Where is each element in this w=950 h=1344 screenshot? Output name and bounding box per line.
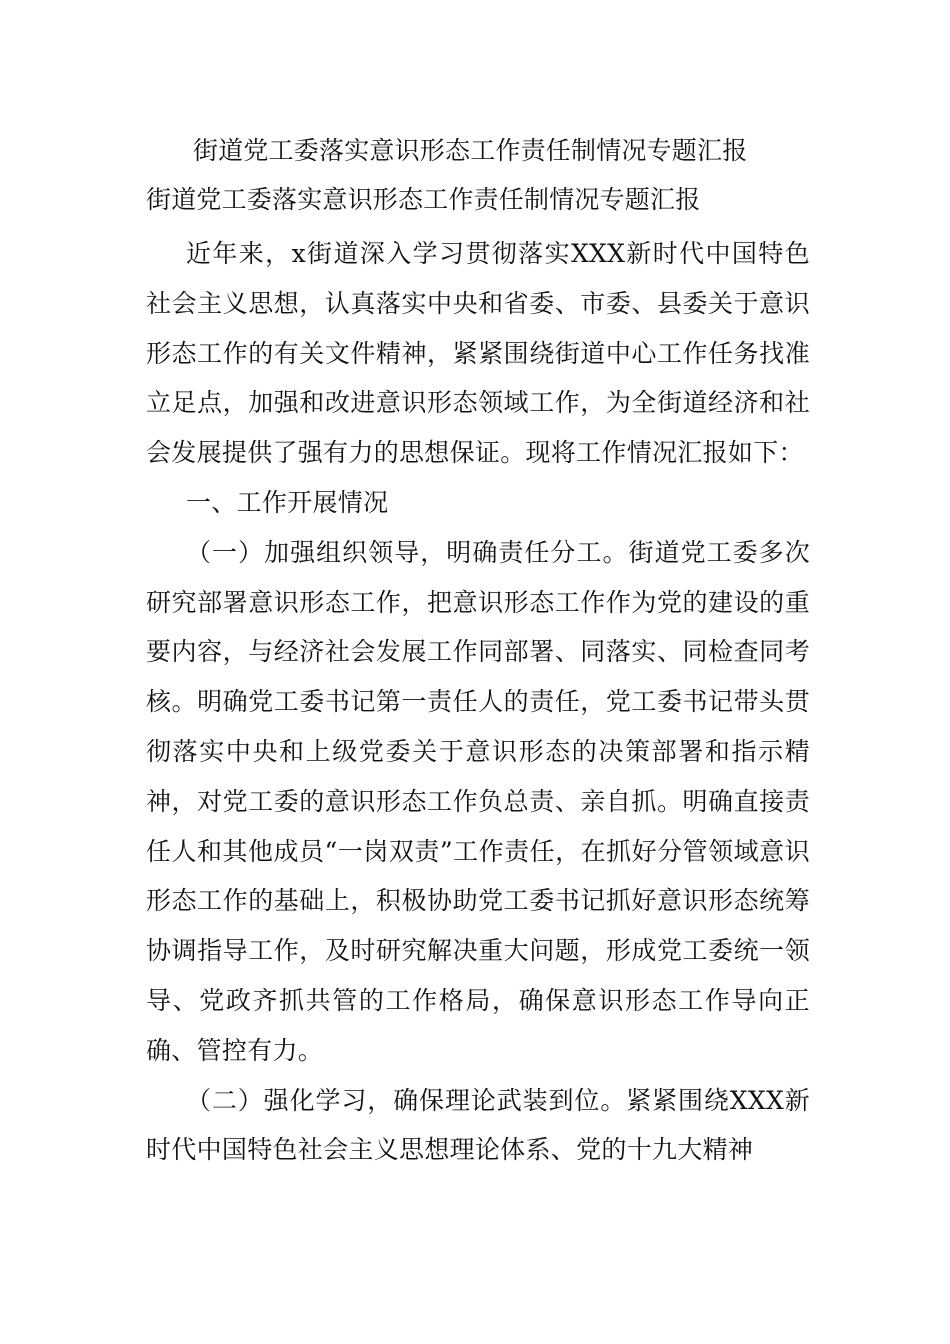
document-body [146,229,810,1175]
body-paragraph: （一）加强组织领导，明确责任分工。街道党工委多次研究部署意识形态工作，把意识形态工作作为党的建设的重要内容，与经济社会发展工作同部署、同落实、同检查同考核。明确党工委书记第一责任人的责任，党工委书记带头贯彻落实中央和上级党委关于意识形态的决策部署和指示精神，对党工委的意识形态工作负总责、亲自抓。明确直接责任人和其他成员“一岗双责”工作责任，在抓好分管领域意识形态工作的基础上，积极协助党工委书记抓好意识形态统筹协调指导工作，及时研究解决重大问题，形成党工委统一领导、党政齐抓共管的工作格局，确保意识形态工作导向正确、管控有力。 [146,537,810,1065]
intro-paragraph: 近年来，x街道深入学习贯彻落实XXX新时代中国特色社会主义思想，认真落实中央和省委、市委、县委关于意识形态工作的有关文件精神，紧紧围绕街道中心工作任务找准立足点，加强和改进意识形态领域工作，为全街道经济和社会发展提供了强有力的思想保证。现将工作情况汇报如下： [146,239,810,468]
body-paragraph: （二）强化学习，确保理论武装到位。紧紧围绕XXX新时代中国特色社会主义思想理论体系、党的十九大精神 [146,1085,810,1165]
section-heading: 一、工作开展情况 [186,487,389,517]
document-subtitle: 街道党工委落实意识形态工作责任制情况专题汇报 [146,185,701,214]
document-title: 街道党工委落实意识形态工作责任制情况专题汇报 [193,136,748,165]
